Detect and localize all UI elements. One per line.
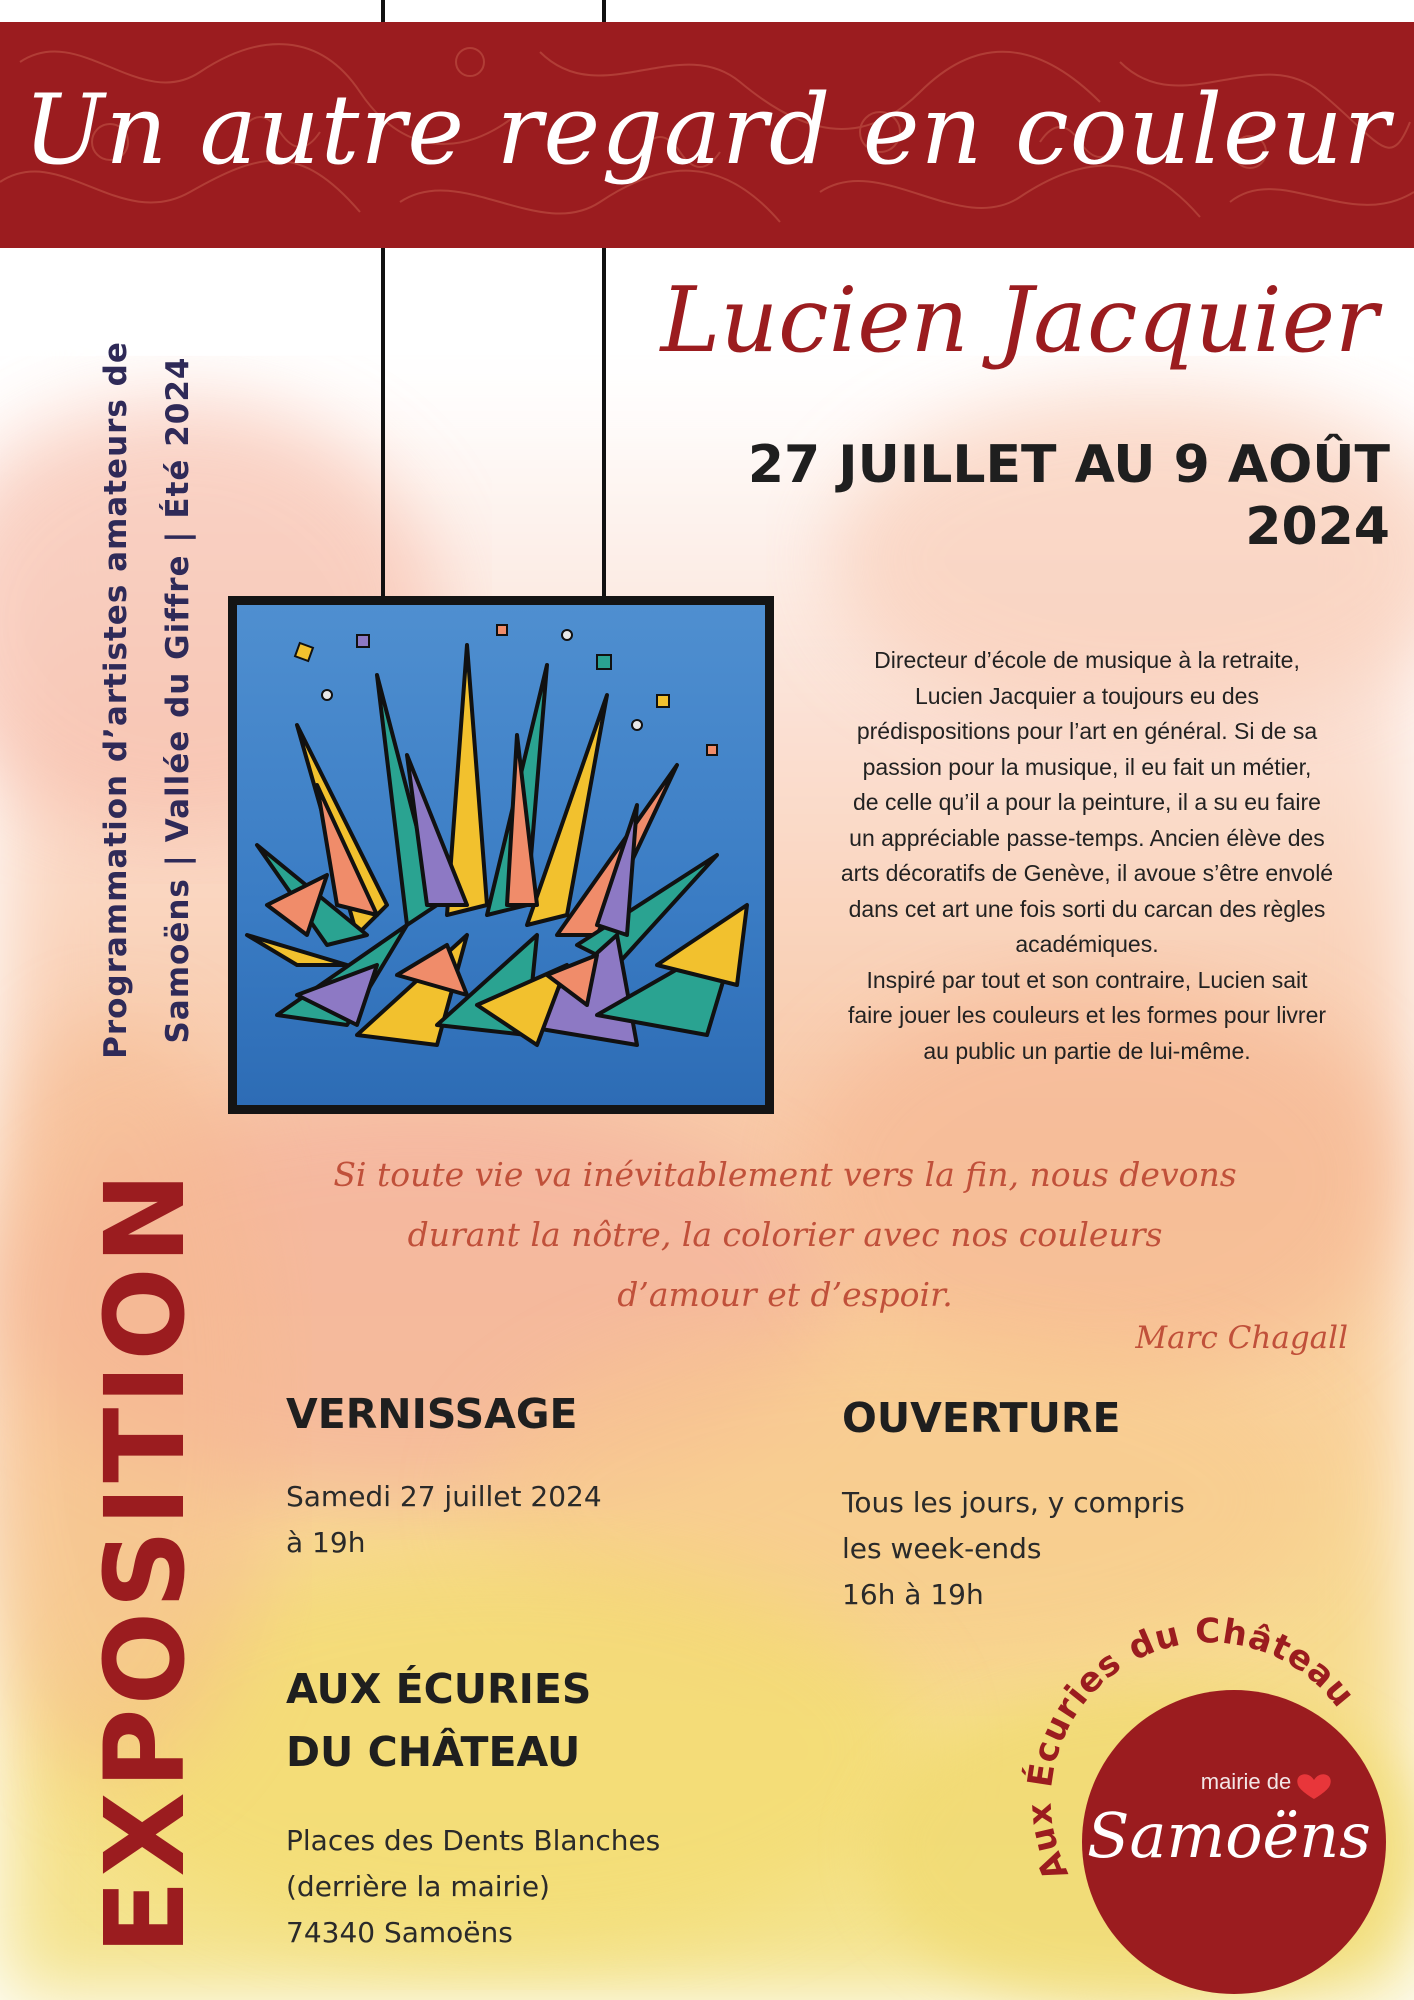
bio-line: passion pour la musique, il eu fait un métier, [862,753,1312,780]
banner-title: Un autre regard en couleur [23,74,1391,186]
quote-author: Marc Chagall [1135,1320,1348,1356]
bio-line: au public un partie de lui-même. [923,1037,1251,1064]
title-banner [0,22,1414,248]
exposition-vertical-title: EXPOSITION [81,1169,209,1955]
bio-line: Directeur d’école de musique à la retraite, [874,647,1300,673]
ouverture-hours: 16h à 19h [842,1578,984,1611]
chagall-quote [260,1145,1310,1325]
ouverture-days-2: les week-ends [842,1532,1042,1565]
artist-biography [790,643,1384,1069]
bio-line: prédispositions pour l’art en général. Si de sa [856,718,1318,744]
bio-line: de celle qu’il a pour la peinture, il a su eu faire [853,789,1321,815]
bio-line: faire jouer les couleurs et les formes pour livrer [847,1002,1327,1028]
quote-line-2: durant la nôtre, la colorier avec nos couleurs [407,1215,1163,1254]
seal-brand-text: Samoëns [1087,1799,1371,1872]
sidebar-line-1: Programmation d’artistes amateurs de [98,341,134,1059]
painting-frame [228,596,774,1114]
bio-line: un appréciable passe-temps. Ancien élève des [849,824,1325,851]
quote-line-3: d’amour et d’espoir. [617,1275,953,1314]
vernissage-time: à 19h [286,1526,366,1559]
ouverture-details [842,1480,1185,1618]
venue-heading-line-1: AUX ÉCURIES [286,1665,592,1713]
vernissage-heading: VERNISSAGE [286,1390,578,1438]
programme-sidebar [85,320,209,1080]
exhibition-dates [630,434,1390,558]
ouverture-heading: OUVERTURE [842,1394,1121,1442]
mairie-samoens-seal [1014,1612,1404,2000]
seal-small-text: mairie de [1200,1769,1292,1794]
artist-name: Lucien Jacquier [660,268,1378,373]
bio-line: dans cet art une fois sorti du carcan des règles [848,895,1326,922]
venue-address-line-3: 74340 Samoëns [286,1916,513,1949]
dates-line-1: 27 JUILLET AU 9 AOÛT [747,435,1390,495]
ouverture-days: Tous les jours, y compris [842,1486,1185,1519]
bio-line: arts décoratifs de Genève, il avoue s’être envolé [840,860,1334,886]
venue-address-line-2: (derrière la mairie) [286,1870,550,1903]
seal-arc-text: Aux Écuries du Château [1019,1612,1363,1887]
sidebar-line-2: Samoëns | Vallée du Giffre | Été 2024 [160,356,196,1044]
venue-heading [286,1658,591,1784]
quote-line-1: Si toute vie va inévitablement vers la fin, nous devons [333,1155,1237,1194]
vernissage-date: Samedi 27 juillet 2024 [286,1480,602,1513]
venue-address-line-1: Places des Dents Blanches [286,1824,661,1857]
abstract-painting-image [237,605,765,1105]
bio-line: Inspiré par tout et son contraire, Lucien sait [866,966,1308,993]
vernissage-details [286,1474,602,1566]
venue-address [286,1818,660,1956]
dates-line-2: 2024 [1245,497,1390,557]
bio-line: académiques. [1015,931,1159,957]
bio-line: Lucien Jacquier a toujours eu des [915,682,1259,709]
venue-heading-line-2: DU CHÂTEAU [286,1728,581,1776]
